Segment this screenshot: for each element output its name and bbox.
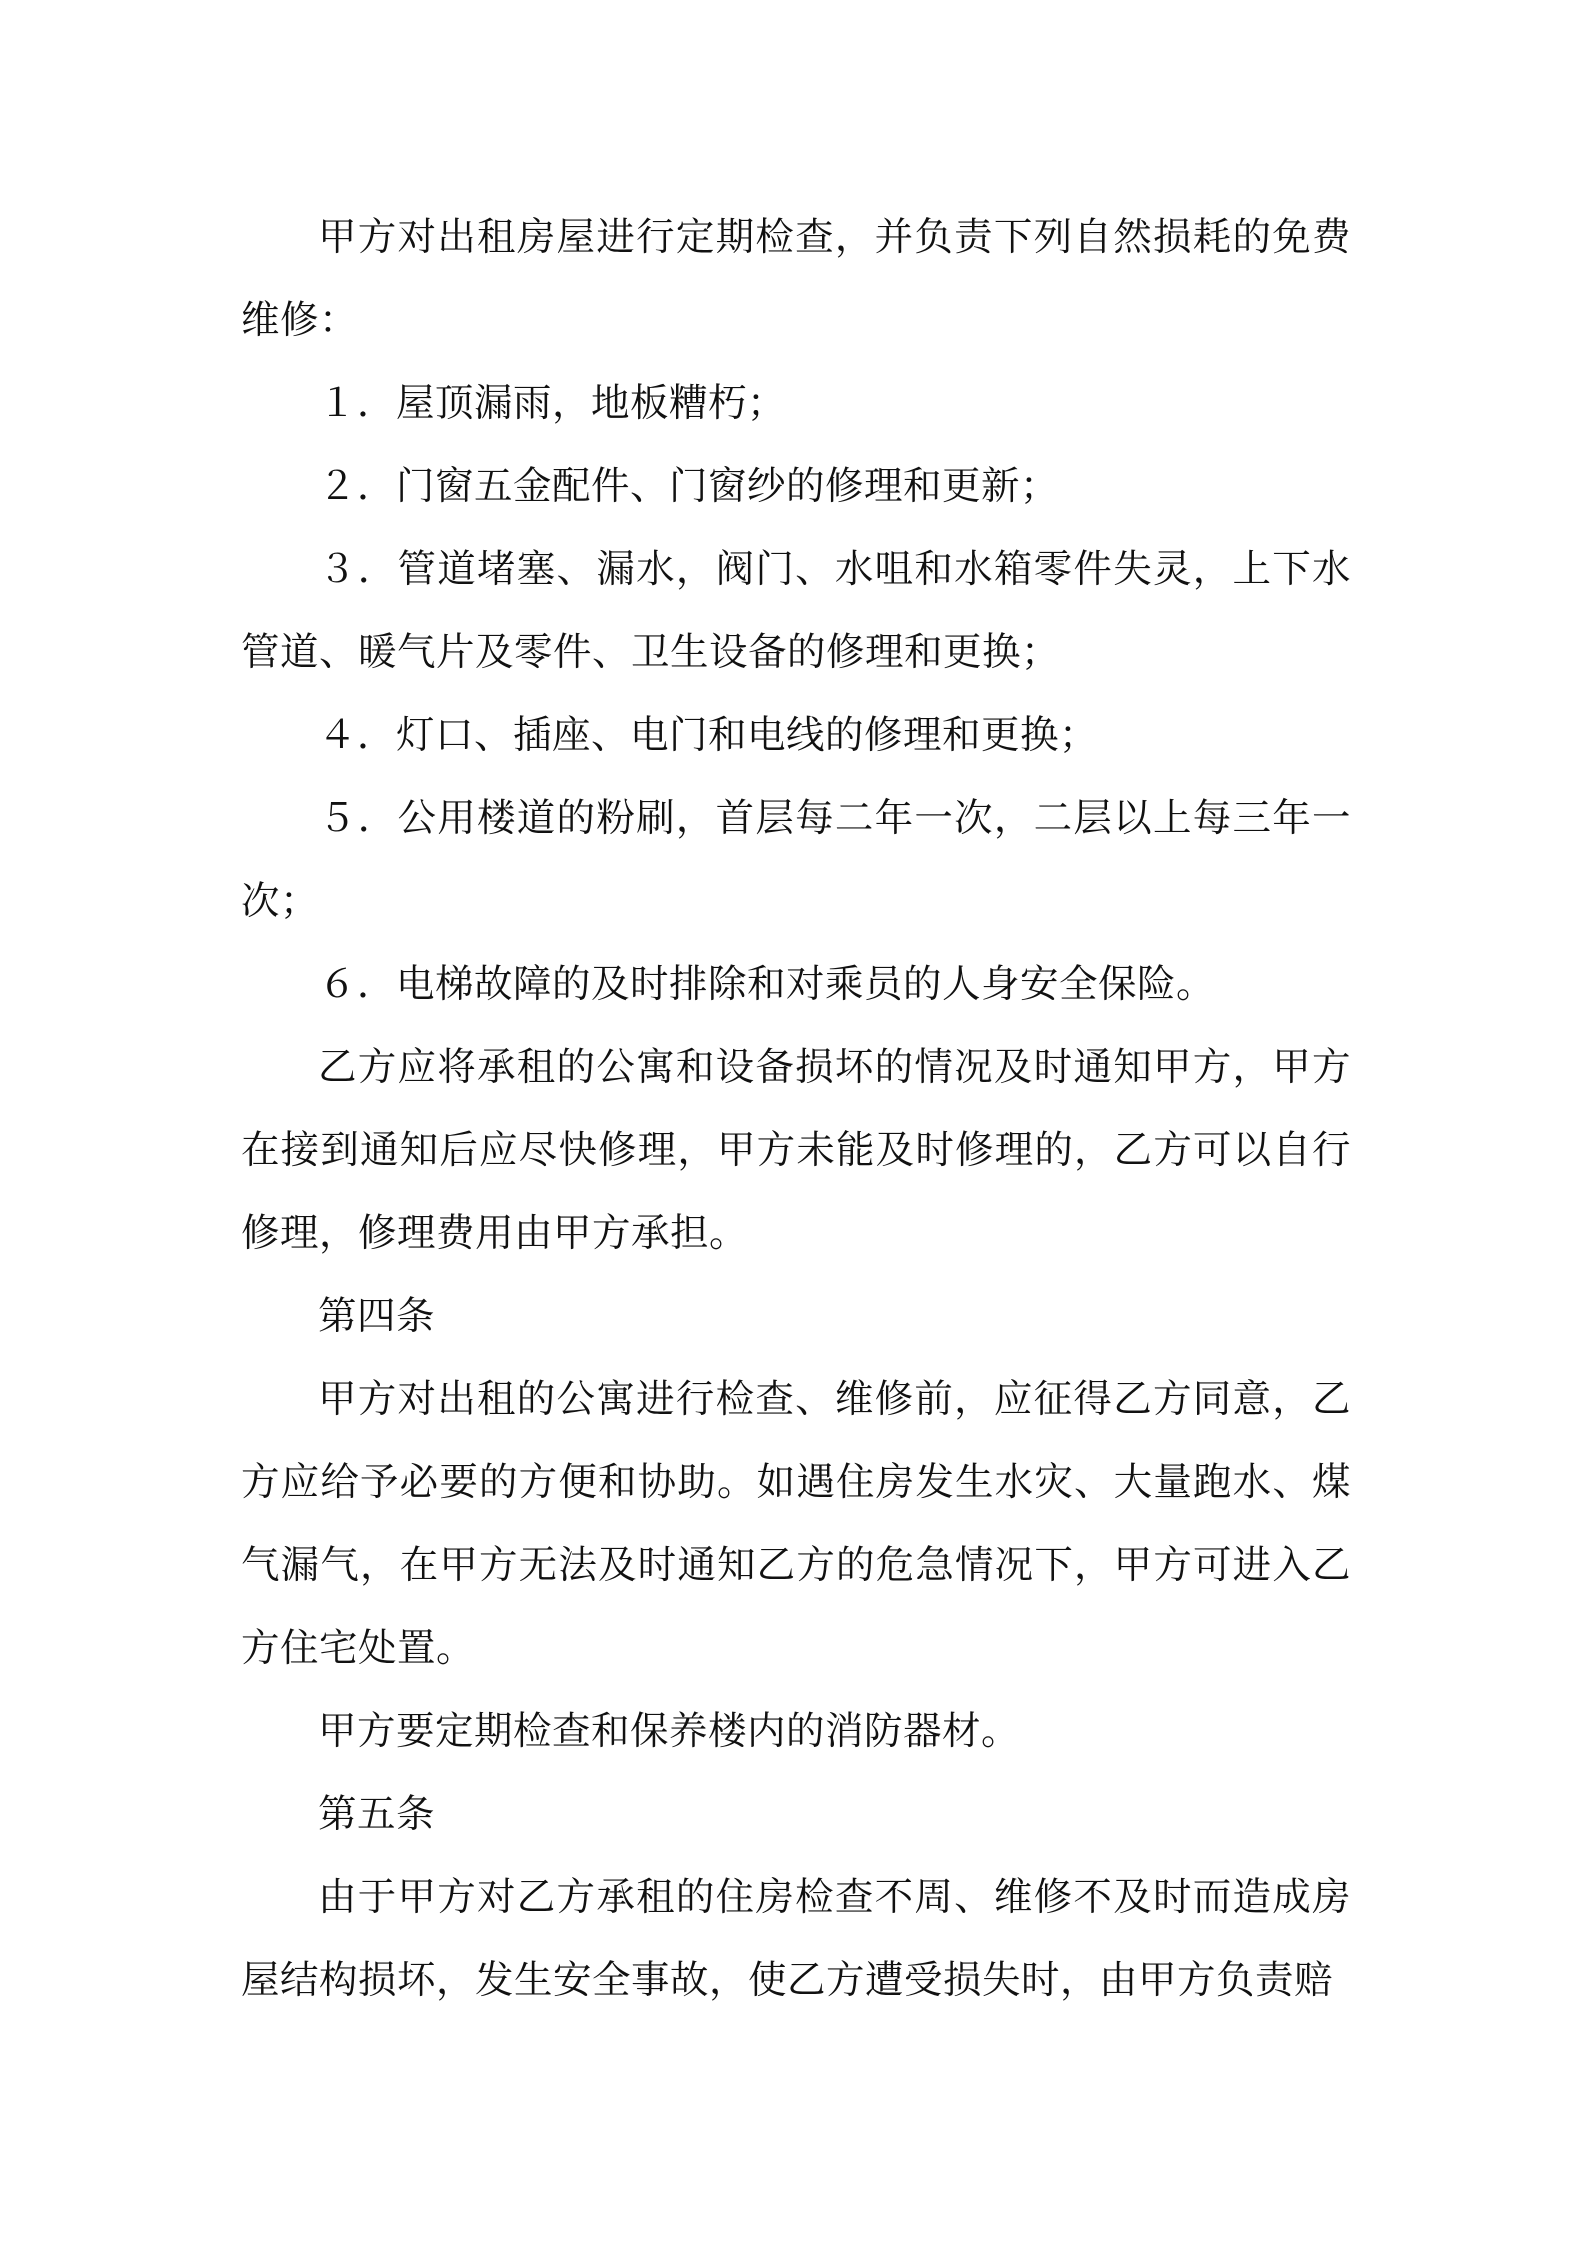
- article-heading-4: 第四条: [318, 1294, 436, 1339]
- list-item-5: ５．公用楼道的粉刷，首层每二年一次，二层以上每三年一次；: [241, 796, 1351, 924]
- list-item-4: ４．灯口、插座、电门和电线的修理和更换；: [318, 713, 1099, 758]
- paragraph-inspection-intro: 甲方对出租房屋进行定期检查，并负责下列自然损耗的免费维修：: [241, 215, 1351, 343]
- document-body: [241, 196, 1351, 2022]
- paragraph-liability: 由于甲方对乙方承租的住房检查不周、维修不及时而造成房屋结构损坏，发生安全事故，使乙方遭受损失时，由甲方负责赔: [241, 1875, 1351, 2003]
- paragraph-fire-equipment: 甲方要定期检查和保养楼内的消防器材。: [318, 1709, 1021, 1754]
- list-item-3: ３．管道堵塞、漏水，阀门、水咀和水箱零件失灵，上下水管道、暖气片及零件、卫生设备的修理和更换；: [241, 547, 1351, 675]
- list-item-2: ２．门窗五金配件、门窗纱的修理和更新；: [318, 464, 1060, 509]
- list-item-6: ６．电梯故障的及时排除和对乘员的人身安全保险。: [318, 962, 1216, 1007]
- list-item-1: １．屋顶漏雨，地板糟朽；: [318, 381, 787, 426]
- paragraph-notify-repair: 乙方应将承租的公寓和设备损坏的情况及时通知甲方，甲方在接到通知后应尽快修理，甲方未能及时修理的，乙方可以自行修理，修理费用由甲方承担。: [241, 1045, 1351, 1256]
- article-heading-5: 第五条: [318, 1792, 436, 1837]
- paragraph-inspection-consent: 甲方对出租的公寓进行检查、维修前，应征得乙方同意，乙方应给予必要的方便和协助。如遇住房发生水灾、大量跑水、煤气漏气，在甲方无法及时通知乙方的危急情况下，甲方可进入乙方住宅处置。: [241, 1377, 1351, 1671]
